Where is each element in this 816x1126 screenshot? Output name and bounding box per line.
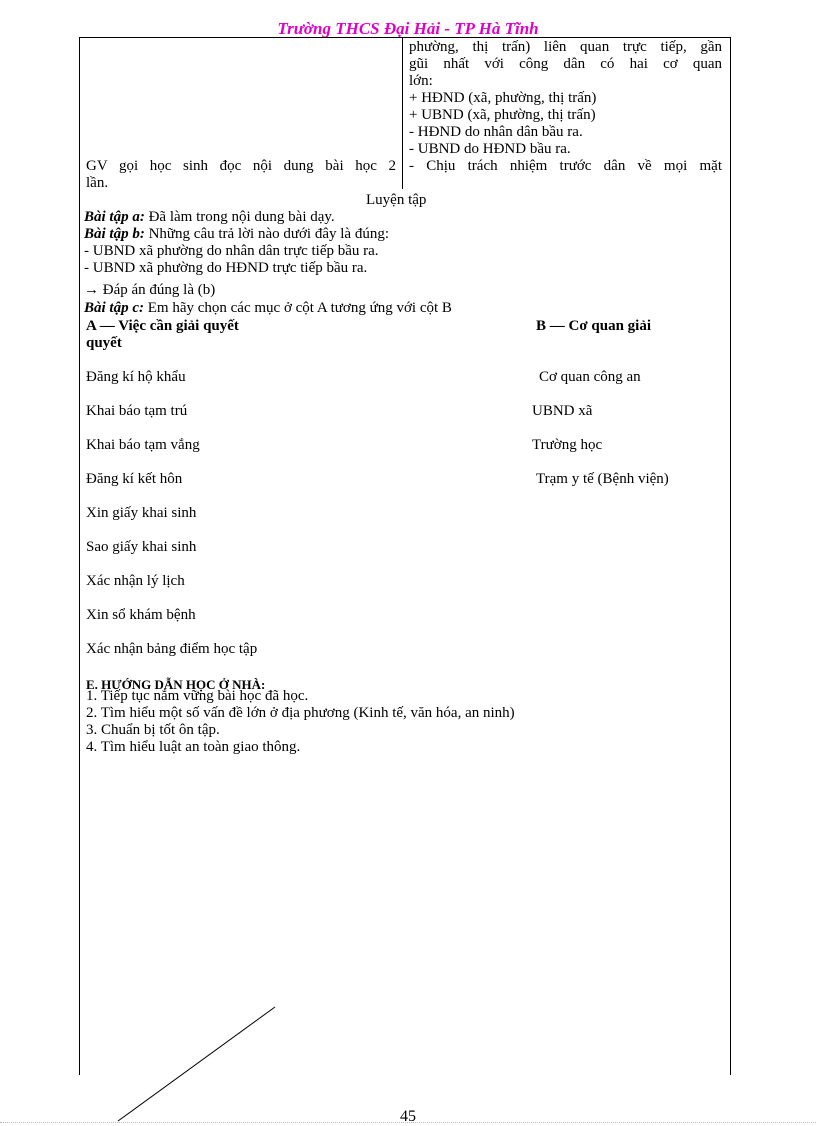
right-line: - UBND do HĐND bầu ra. <box>409 141 571 157</box>
right-line: - Chịu trách nhiệm trước dân về mọi mặt <box>409 158 722 174</box>
exercise-a-label: Bài tập a: <box>84 209 145 225</box>
col-a-item: Xin sổ khám bệnh <box>86 607 196 623</box>
column-b-header: B — Cơ quan giải <box>536 318 652 334</box>
exercise-b-text: Những câu trả lời nào dưới đây là đúng: <box>144 226 389 242</box>
right-line: + UBND (xã, phường, thị trấn) <box>409 107 596 123</box>
homework-title: E. HƯỚNG DẪN HỌC Ở NHÀ: <box>86 677 266 692</box>
column-a-header: A — Việc cần giải quyết <box>86 318 239 334</box>
right-line: phường, thị trấn) liên quan trực tiếp, gần <box>409 39 722 55</box>
exercise-c-label: Bài tập c: <box>84 300 144 316</box>
homework-item: 4. Tìm hiểu luật an toàn giao thông. <box>86 739 301 755</box>
right-line: + HĐND (xã, phường, thị trấn) <box>409 90 597 106</box>
left-line: GV gọi học sinh đọc nội dung bài học 2 <box>86 158 396 174</box>
homework-item: 2. Tìm hiểu một số vấn đề lớn ở địa phương (Kinh tế, văn hóa, an ninh) <box>86 705 515 721</box>
answer-line: → Đáp án đúng là (b) <box>84 282 216 298</box>
col-a-item: Xin giấy khai sinh <box>86 505 197 521</box>
exercise-c-text: Em hãy chọn các mục ở cột A tương ứng với cột B <box>144 300 452 316</box>
page-number: 45 <box>400 1108 416 1125</box>
col-a-item: Khai báo tạm vắng <box>86 437 200 453</box>
exercise-b-option: - UBND xã phường do nhân dân trực tiếp bầu ra. <box>84 243 379 259</box>
col-b-item: Cơ quan công an <box>539 369 641 385</box>
column-a-header-cont: quyết <box>86 335 122 351</box>
practice-title: Luyện tập <box>366 192 427 208</box>
right-line: - HĐND do nhân dân bầu ra. <box>409 124 583 140</box>
exercise-b-label: Bài tập b: <box>84 226 145 242</box>
exercise-b-option: - UBND xã phường do HĐND trực tiếp bầu ra. <box>84 260 368 276</box>
col-b-item: Trường học <box>532 437 603 453</box>
homework-item: 3. Chuẩn bị tốt ôn tập. <box>86 722 220 738</box>
right-line: gũi nhất với công dân có hai cơ quan <box>409 56 722 72</box>
col-a-item: Đăng kí hộ khẩu <box>86 369 186 385</box>
right-line: lớn: <box>409 73 433 89</box>
col-a-item: Đăng kí kết hôn <box>86 471 183 487</box>
col-a-item: Xác nhận lý lịch <box>86 573 185 589</box>
col-a-item: Xác nhận bảng điểm học tập <box>86 641 258 657</box>
homework-item: 1. Tiếp tục nắm vững bài học đã học. <box>86 688 309 704</box>
col-a-item: Khai báo tạm trú <box>86 403 188 419</box>
left-line: lần. <box>86 175 109 191</box>
diagonal-line <box>118 1007 275 1121</box>
exercise-a-text: Đã làm trong nội dung bài dạy. <box>144 209 335 225</box>
col-b-item: Trạm y tế (Bệnh viện) <box>536 471 669 487</box>
page-header-school: Trường THCS Đại Hải - TP Hà Tĩnh <box>277 19 539 38</box>
col-a-item: Sao giấy khai sinh <box>86 539 197 555</box>
col-b-item: UBND xã <box>532 403 593 419</box>
